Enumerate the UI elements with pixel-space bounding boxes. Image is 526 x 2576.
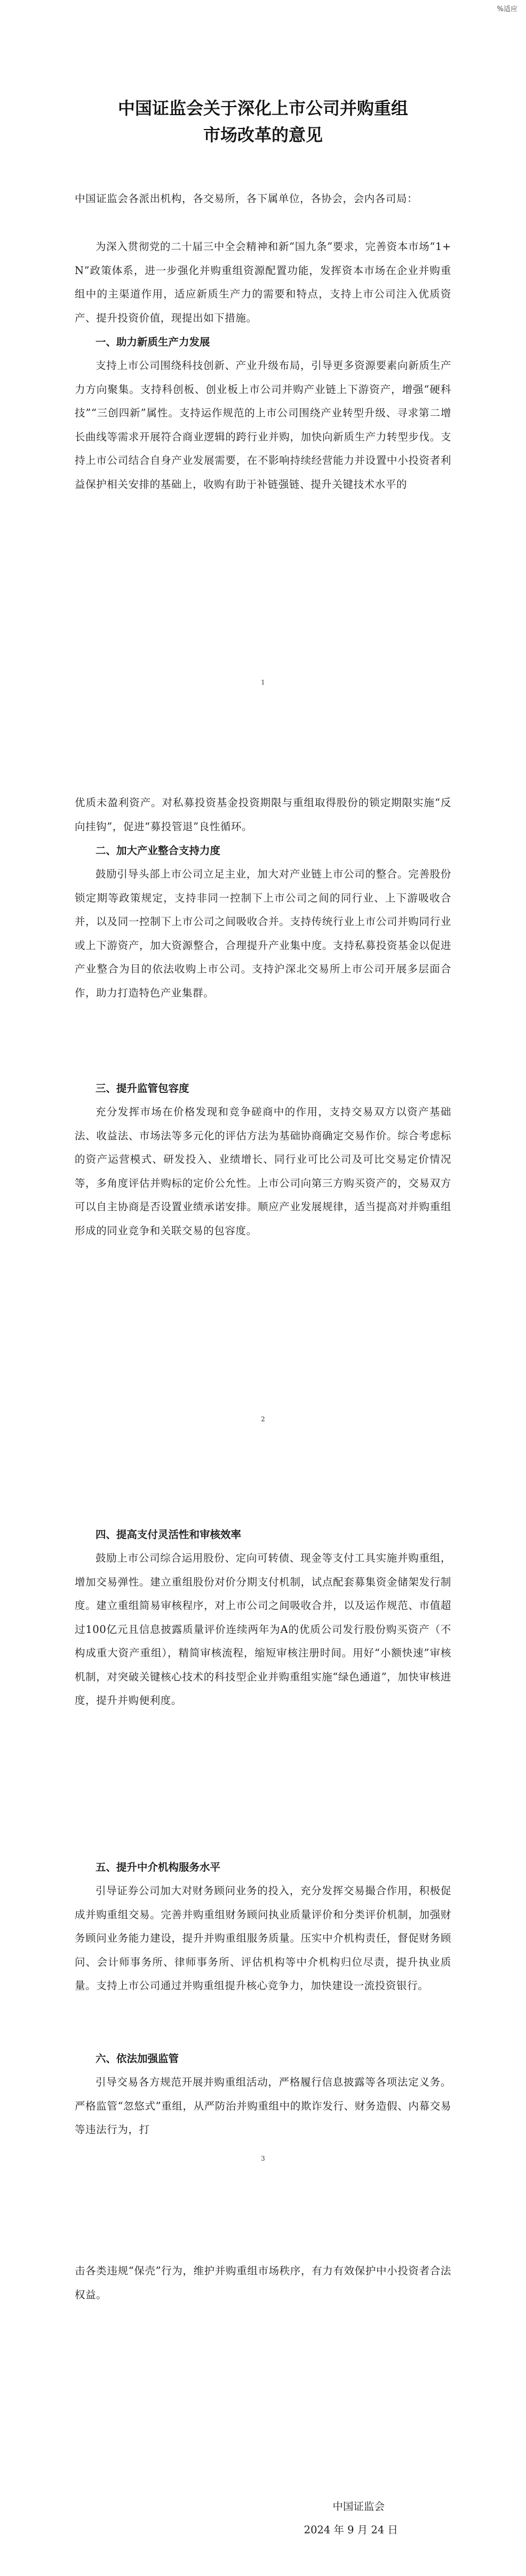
page-number-2: 2: [261, 1415, 265, 1423]
section-heading-2: 二、加大产业整合支持力度: [95, 844, 221, 857]
page-number-1: 1: [261, 679, 265, 686]
signature-date: 2024 年 9 月 24 日: [304, 2524, 398, 2536]
section-4-paragraph-1: 鼓励上市公司综合运用股份、定向可转债、现金等支付工具实施并购重组，增加交易弹性。建立重组股份对价分期支付机制，试点配套募集资金储架发行制度。建立重组简易审核程序，对上市公司之间吸收合并，以及运作规范、市值超过100亿元且信息披露质量评价连续两年为A的优质公司发行股份购买资产（不构成重大资产重组），精简审核流程，缩短审核注册时间。用好“小额快速”审核机制，对突破关键核心技术的科技型企业并购重组实施“绿色通道”，加快审核进度，提升并购便利度。: [75, 1552, 451, 1706]
document-toolbar: [0, 0, 526, 16]
page-number-3: 3: [261, 2155, 265, 2162]
section-heading-3: 三、提升监管包容度: [95, 1082, 189, 1094]
zoom-fit-button[interactable]: %适应: [497, 5, 517, 13]
section-heading-4: 四、提高支付灵活性和审核效率: [95, 1528, 242, 1541]
intro-paragraph: 为深入贯彻党的二十届三中全会精神和新“国九条”要求，完善资本市场“1+N”政策体系，进一步强化并购重组资源配置功能，发挥资本市场在企业并购重组中的主渠道作用，适应新质生产力的需要和特点，支持上市公司注入优质资产、提升投资价值，现提出如下措施。: [75, 240, 451, 324]
section-heading-5: 五、提升中介机构服务水平: [95, 1861, 221, 1873]
section-5-paragraph-1: 引导证券公司加大对财务顾问业务的投入，充分发挥交易撮合作用，积极促成并购重组交易。完善并购重组财务顾问执业质量评价和分类评价机制，加强财务顾问业务能力建设，提升并购重组服务质量。压实中介机构责任，督促财务顾问、会计师事务所、律师事务所、评估机构等中介机构归位尽责，提升执业质量。支持上市公司通过并购重组提升核心竞争力，加快建设一流投资银行。: [75, 1885, 451, 1992]
document-title-line2: 市场改革的意见: [203, 125, 323, 145]
section-heading-1: 一、助力新质生产力发展: [95, 336, 210, 348]
section-6-paragraph-1: 引导交易各方规范开展并购重组活动，严格履行信息披露等各项法定义务。严格监管“忽悠式”重组，从严防治并购重组中的欺诈发行、财务造假、内幕交易等违法行为，打: [75, 2076, 451, 2136]
signature-org: 中国证监会: [332, 2500, 385, 2513]
section-2-paragraph-1: 鼓励引导头部上市公司立足主业，加大对产业链上市公司的整合。完善股份锁定期等政策规定，支持非同一控制下上市公司之间的同行业、上下游吸收合并，以及同一控制下上市公司之间吸收合并。支持传统行业上市公司并购同行业或上下游资产，加大资源整合，合理提升产业集中度。支持私募投资基金以促进产业整合为目的依法收购上市公司。支持沪深北交易所上市公司开展多层面合作，助力打造特色产业集群。: [75, 868, 451, 999]
section-3-paragraph-1: 充分发挥市场在价格发现和竞争磋商中的作用，支持交易双方以资产基础法、收益法、市场法等多元化的评估方法为基础协商确定交易作价。综合考虑标的资产运营模式、研发投入、业绩增长、同行业可比公司及可比交易定价情况等，多角度评估并购标的定价公允性。上市公司向第三方购买资产的，交易双方可以自主协商是否设置业绩承诺安排。顺应产业发展规律，适当提高对并购重组形成的同业竞争和关联交易的包容度。: [75, 1106, 451, 1237]
section-1-paragraph-1: 支持上市公司围绕科技创新、产业升级布局，引导更多资源要素向新质生产力方向聚集。支持科创板、创业板上市公司并购产业链上下游资产，增强“硬科技”“三创四新”属性。支持运作规范的上市公司围绕产业转型升级、寻求第二增长曲线等需求开展符合商业逻辑的跨行业并购，加快向新质生产力转型步伐。支持上市公司结合自身产业发展需要，在不影响持续经营能力并设置中小投资者利益保护相关安排的基础上，收购有助于补链强链、提升关键技术水平的: [75, 359, 451, 490]
salutation: 中国证监会各派出机构，各交易所，各下属单位，各协会，会内各司局：: [75, 192, 418, 205]
section-heading-6: 六、依法加强监管: [95, 2052, 179, 2065]
document-title-line1: 中国证监会关于深化上市公司并购重组: [117, 98, 408, 118]
section-6-paragraph-2: 击各类违规“保壳”行为，维护并购重组市场秩序，有力有效保护中小投资者合法权益。: [75, 2265, 451, 2301]
section-1-paragraph-2: 优质未盈利资产。对私募投资基金投资期限与重组取得股份的锁定期限实施“反向挂钩”，促进“募投管退”良性循环。: [75, 796, 451, 833]
